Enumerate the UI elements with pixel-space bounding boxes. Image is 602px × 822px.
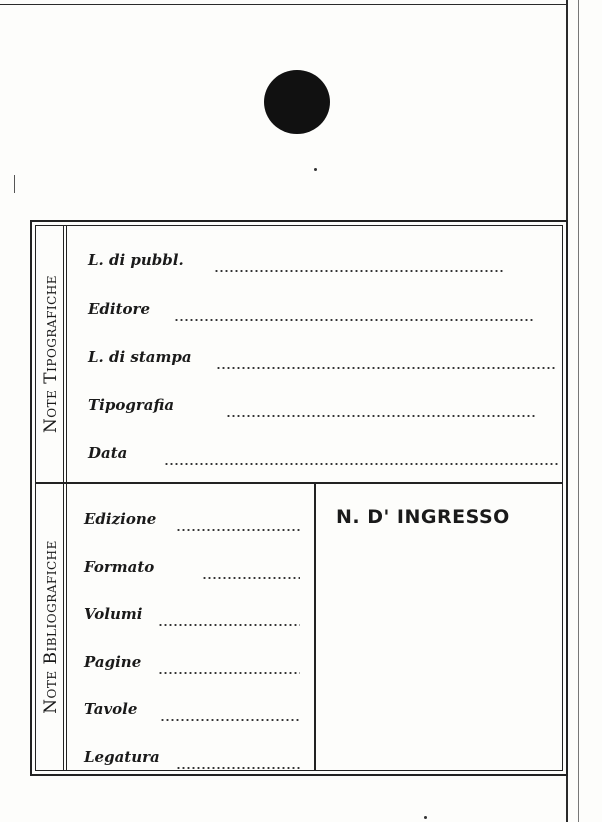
section-tipografiche xyxy=(36,226,562,484)
fill-line xyxy=(226,415,536,417)
ingresso-number-label: N. D' INGRESSO xyxy=(336,506,510,528)
page-left-mark xyxy=(14,175,15,193)
fill-line xyxy=(158,672,300,674)
field-label: Edizione xyxy=(84,510,157,528)
field-volumi[interactable] xyxy=(84,602,142,626)
fill-line xyxy=(174,319,534,321)
fill-line xyxy=(176,529,300,531)
field-tipografia[interactable] xyxy=(88,393,174,417)
field-edizione[interactable] xyxy=(84,507,156,531)
page-right-edge-outer xyxy=(578,0,579,822)
field-data[interactable] xyxy=(88,441,127,465)
field-legatura[interactable] xyxy=(84,745,160,769)
field-formato[interactable] xyxy=(84,555,154,579)
field-label: Formato xyxy=(84,558,155,576)
fill-line xyxy=(176,767,300,769)
field-label: Pagine xyxy=(84,653,142,671)
field-pagine[interactable] xyxy=(84,650,141,674)
field-label: Data xyxy=(88,444,128,462)
scan-speck xyxy=(314,168,317,171)
section-title: Note Bibliografiche xyxy=(41,540,61,714)
section-side-bar xyxy=(36,226,67,482)
punch-hole xyxy=(264,70,330,134)
fill-line xyxy=(160,719,300,721)
fill-line xyxy=(158,624,300,626)
page-top-edge xyxy=(0,4,568,5)
field-label: L. di stampa xyxy=(88,348,192,366)
field-luogo-stampa[interactable] xyxy=(88,345,192,369)
card-frame xyxy=(35,225,563,771)
field-label: Legatura xyxy=(84,748,160,766)
fill-line xyxy=(216,367,556,369)
field-label: Volumi xyxy=(84,605,143,623)
field-luogo-pubblicazione[interactable] xyxy=(88,248,184,272)
fill-line xyxy=(164,463,560,465)
section-title: Note Tipografiche xyxy=(41,274,61,434)
field-tavole[interactable] xyxy=(84,697,137,721)
section-bibliografiche xyxy=(36,484,562,770)
field-editore[interactable] xyxy=(88,297,150,321)
column-divider xyxy=(314,484,316,770)
field-label: Tipografia xyxy=(88,396,175,414)
field-label: L. di pubbl. xyxy=(88,251,184,269)
catalog-card xyxy=(30,220,568,776)
scan-speck xyxy=(424,816,427,819)
field-label: Tavole xyxy=(84,700,138,718)
field-label: Editore xyxy=(88,300,150,318)
fill-line xyxy=(202,577,300,579)
section-side-bar xyxy=(36,484,67,770)
fill-line xyxy=(214,270,504,272)
